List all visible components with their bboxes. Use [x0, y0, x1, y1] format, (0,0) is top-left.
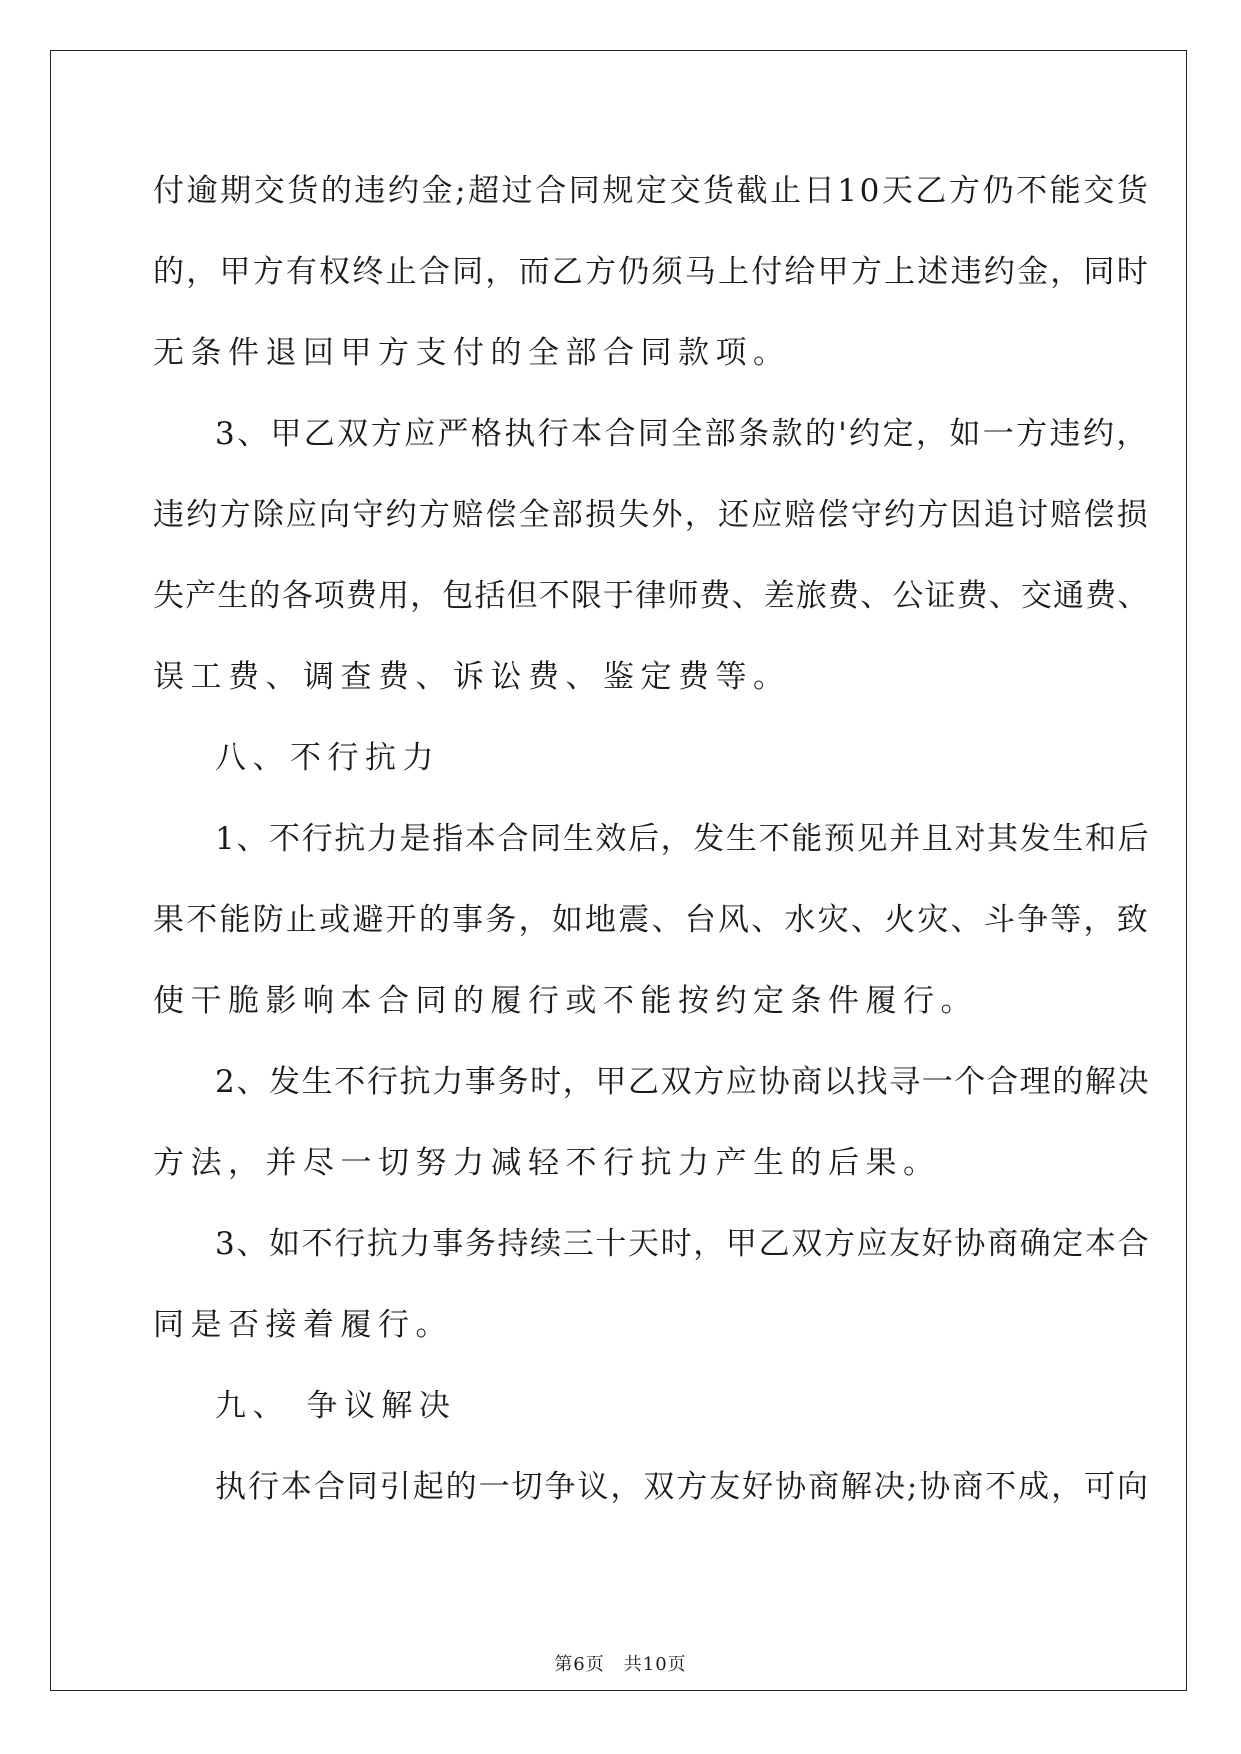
- text-line: 的，甲方有权终止合同，而乙方仍须马上付给甲方上述违约金，同时: [153, 254, 1150, 290]
- page-border: [50, 50, 1187, 1691]
- text-line: 1、不行抗力是指本合同生效后，发生不能预见并且对其发生和后: [215, 821, 1151, 857]
- text-line: 3、如不行抗力事务持续三十天时，甲乙双方应友好协商确定本合: [215, 1226, 1151, 1262]
- text-line: 3、甲乙双方应严格执行本合同全部条款的'约定，如一方违约，: [215, 416, 1150, 452]
- text-line: 同是否接着履行。: [153, 1307, 453, 1343]
- section-heading: 八、不行抗力: [215, 740, 440, 776]
- text-line: 2、发生不行抗力事务时，甲乙双方应协商以找寻一个合理的解决: [215, 1064, 1151, 1100]
- text-line: 付逾期交货的违约金;超过合同规定交货截止日10天乙方仍不能交货: [153, 173, 1151, 209]
- text-line: 误工费、调查费、诉讼费、鉴定费等。: [153, 659, 791, 695]
- text-line: 违约方除应向守约方赔偿全部损失外，还应赔偿守约方因追讨赔偿损: [153, 497, 1150, 533]
- text-line: 果不能防止或避开的事务，如地震、台风、水灾、火灾、斗争等，致: [153, 902, 1150, 938]
- text-line: 使干脆影响本合同的履行或不能按约定条件履行。: [153, 983, 978, 1019]
- text-line: 失产生的各项费用，包括但不限于律师费、差旅费、公证费、交通费、: [153, 578, 1150, 614]
- page-number-footer: 第6页 共10页: [554, 1654, 687, 1675]
- text-line: 执行本合同引起的一切争议，双方友好协商解决;协商不成，可向: [215, 1469, 1150, 1505]
- text-line: 方法，并尽一切努力减轻不行抗力产生的后果。: [153, 1145, 941, 1181]
- text-line: 无条件退回甲方支付的全部合同款项。: [153, 335, 791, 371]
- section-heading: 九、 争议解决: [215, 1388, 457, 1424]
